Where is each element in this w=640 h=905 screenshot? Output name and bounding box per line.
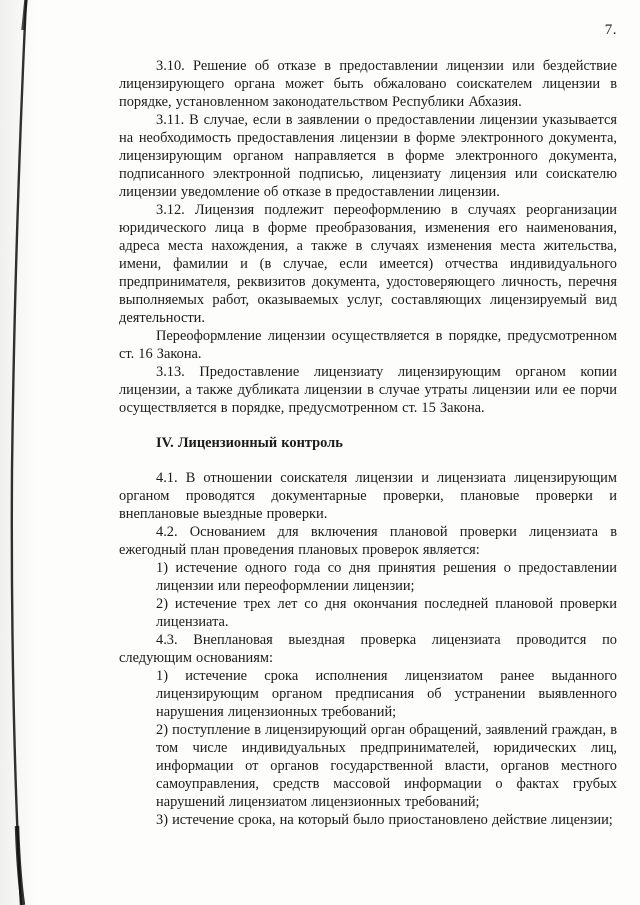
list-item-4-3-1: 1) истечение срока исполнения лицензиатом ранее выданного лицензирующим органом предписания об устранении выявленного нарушения лицензионных требований; [156, 668, 617, 720]
paragraph-4-3: 4.3. Внеплановая выездная проверка лицензиата проводится по следующим основаниям: [119, 632, 617, 666]
paragraph-3-12: 3.12. Лицензия подлежит переоформлению в случаях реорганизации юридического лица в форме преобразования, изменения его наименования, адреса места нахождения, а также в случаях изменения места жительства, имени, фамилии и (в случае, если имеется) отчества индивидуального предпринимателя, реквизитов документа, удостоверяющего личность, перечня выполняемых работ, оказываемых услуг, составляющих лицензируемый вид деятельности. [119, 202, 617, 326]
section-heading-license-control: IV. Лицензионный контроль [156, 435, 343, 451]
list-item-4-2-1: 1) истечение одного года со дня принятия решения о предоставлении лицензии или переоформлении лицензии; [156, 560, 617, 594]
list-item-4-2-2: 2) истечение трех лет со дня окончания последней плановой проверки лицензиата. [156, 596, 617, 630]
list-item-4-3-3: 3) истечение срока, на который было приостановлено действие лицензии; [156, 812, 613, 828]
paragraph-3-13: 3.13. Предоставление лицензиату лицензирующим органом копии лицензии, а также дубликата лицензии в случае утраты лицензии или ее порчи осуществляется в порядке, предусмотренном ст. 15 Закона. [119, 364, 617, 416]
paragraph-reissue: Переоформление лицензии осуществляется в порядке, предусмотренном ст. 16 Закона. [119, 328, 617, 362]
document-content [119, 57, 617, 829]
paragraph-3-10: 3.10. Решение об отказе в предоставлении лицензии или бездействие лицензирующего органа может быть обжаловано соискателем лицензии в порядке, установленном законодательством Республики Абхазия. [119, 58, 617, 110]
scan-artifact-line [0, 0, 42, 905]
paragraph-4-1: 4.1. В отношении соискателя лицензии и лицензиата лицензирующим органом проводятся документарные проверки, плановые проверки и внеплановые выездные проверки. [119, 470, 617, 522]
paragraph-4-2: 4.2. Основанием для включения плановой проверки лицензиата в ежегодный план проведения плановых проверок является: [119, 524, 617, 558]
page-number: 7. [604, 22, 617, 38]
list-item-4-3-2: 2) поступление в лицензирующий орган обращений, заявлений граждан, в том числе индивидуальных предпринимателей, юридических лиц, информации от органов государственной власти, органов местного самоуправления, средств массовой информации о фактах грубых нарушений лицензиатом лицензионных требований; [156, 722, 617, 810]
paragraph-3-11: 3.11. В случае, если в заявлении о предоставлении лицензии указывается на необходимость предоставления лицензии в форме электронного документа, лицензирующим органом направляется в форме электронного документа, подписанного электронной подписью, лицензиату лицензия или соискателю лицензии уведомление об отказе в предоставлении лицензии. [119, 112, 617, 200]
